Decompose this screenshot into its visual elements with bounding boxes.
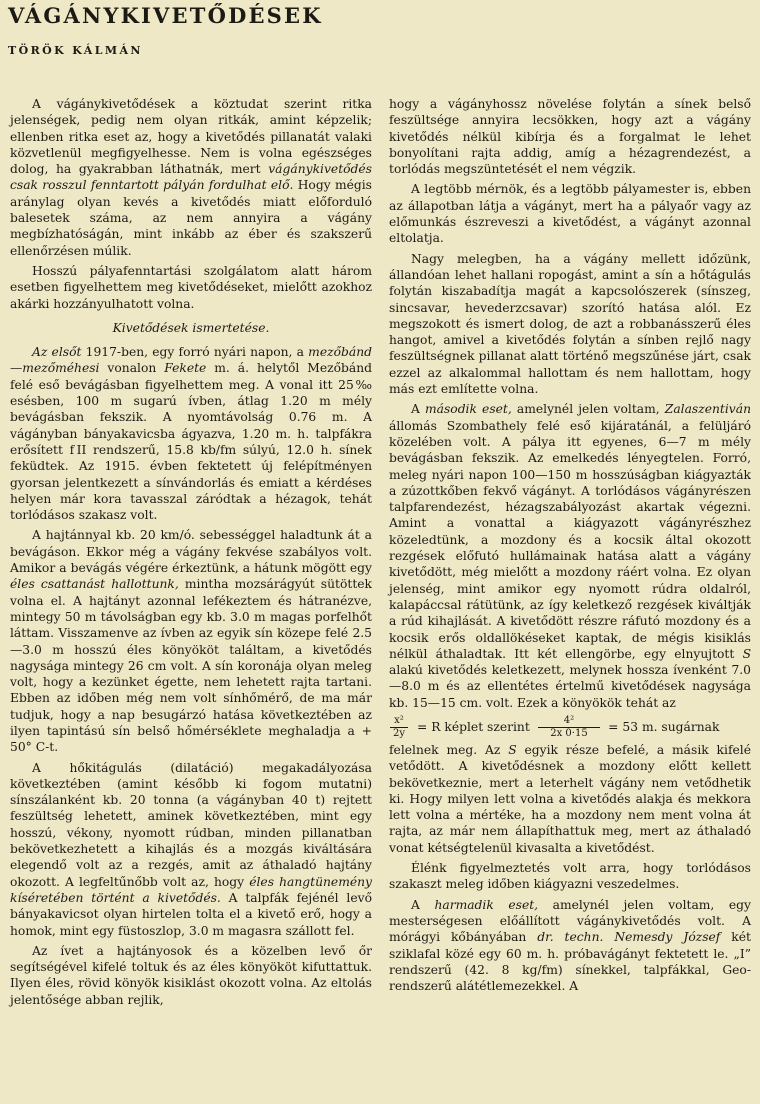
radius-formula [389,715,751,740]
fraction-numerator: x² [390,715,408,728]
text-run: A [411,402,425,417]
paragraph: Nagy melegben, ha a vágány mellett időzünk, állandóan lehet hallani ropogást, amint a sín a hőtágulás folytán kiszabadítja magát a kapcsolószerek (sínszeg, sincsavar, hevederzcsavar) szorító hatása alól. Ez megszokott és ismert dolog, de azt a robbanásszerű éles hangot, amivel a kivetődés folytán a sínben rejlő nagy feszültségnek pillanat alatt történő megszűnése járt, csak ezzel az alkalommal hallottam és nem hallottam, hogy más ezt említette volna. [389,251,751,397]
emphasis-text: második eset, [424,402,512,417]
text-run: mintha mozsárágyút sütöttek volna el. A hajtányt azonnal lefékeztem és hátranézve, mintegy 50 m távolságban egy kb. 3.0 m magas porfelhőt láttam. Visszamenve az ívben az egyik sín közepe felé 2.5—3.0 m hosszú éles könyököt találtam, a kivetődés nagysága mintegy 26 cm volt. A sín koronája olyan meleg volt, hogy a kezünket égette, nem lehetett rajta tartani. Ebben az időben még nem volt sínhőmérő, de ma már tudjuk, hogy a nap besugárzó hatása következtében az ilyen tapintású sín belső hőmérséklete meghaladja a + 50° C-t. [10,577,372,755]
emphasis-text: Zalaszentiván [664,402,751,417]
fraction-numerator: 4² [538,715,600,728]
text-run: vonalon [99,361,165,376]
article-title: VÁGÁNYKIVETŐDÉSEK [8,3,323,28]
formula-text: = R képlet szerint [417,720,530,735]
text-run: amelynél jelen voltam, [511,402,665,417]
paragraph: Élénk figyelmeztetés volt arra, hogy torlódásos szakaszt meleg időben kiágyazni veszedelmes. [389,861,751,892]
formula-fraction [389,715,409,740]
text-run: A [411,897,435,912]
left-column [10,96,372,1008]
emphasis-text: Fekete [164,361,207,376]
emphasis-text: Az elsőt [32,345,82,360]
emphasis-text: S [742,646,751,661]
emphasis-text: S [508,742,517,757]
text-run: A vágánykivetődések a köztudat szerint ritka jelenségek, pedig nem olyan ritkák, amint képzelik; ellenben ritka eset az, hogy a kivetődés pillanatát valaki közvetlenül megfigyelhesse. Nem is volna egészséges dolog, ha gyakrabban láthatnák, mert [10,97,372,177]
paragraph [389,401,751,711]
paragraph: A legtöbb mérnök, és a legtöbb pályamester is, ebben az állapotban látja a vágányt, mert ha a pályaőr vagy az előmunkás észreveszi a kivetődést, a vágányt azonnal eltolatja. [389,182,751,246]
fraction-denominator: 2y [393,727,406,739]
fraction-denominator: 2x 0·15 [550,727,588,739]
paragraph [10,96,372,259]
text-run: alakú kivetődés keletkezett, melynek hossza ívenként 7.0—8.0 m és az ellentétes értelmű kivetődések nagysága kb. 15—15 cm. volt. Ezek a könyökök tehát az [389,663,751,710]
paragraph [10,760,372,939]
right-column [389,96,751,994]
text-run: m. á. helytől Mezőbánd felé eső bevágásban figyelhettem meg. A vonal itt 25‰ esésben, 100 m sugarú ívben, átlag 1.20 m mély bevágásban fekszik. A nyomtávolság 0.76 m. A vágányban bányakavicsba ágyazva, 1.20 m. h. talpfákra erősített f II rendszerű, 15.8 kb/fm súlyú, 12.0 h. sínek feküdtek. Az 1915. évben fektetett új felépítményen gyorsan jelentkezett a sínvándorlás és emiatt a kérdéses helyen már kora tavasszal záródtak a hézagok, tehát torlódásos szakasz volt. [10,361,372,523]
paragraph: Az ívet a hajtányosok és a közelben levő őr segítségével kifelé toltuk és az éles könyököt kifuttattuk. Ilyen éles, rövid könyök kisiklást okozott volna. Az eltolás jelentősége abban rejlik, [10,943,372,1007]
text-run: A talpfák fejénél levő bányakavicsot olyan hirtelen tolta el a kivető erő, hogy a homok, mint egy füstoszlop, 3.0 m magasra szállott fel. [10,890,372,938]
paragraph [389,897,751,995]
author-name: TÖRÖK KÁLMÁN [8,44,143,57]
paragraph: hogy a vágányhossz növelése folytán a sínek belső feszültsége annyira lecsökken, hogy azt a vágány kivetődés nélkül kibírja és a forgalmat le lehet bonyolítani rajta addig, amíg a hézagrendezést, a torlódás megszüntetését el nem végzik. [389,97,751,177]
paragraph [10,344,372,523]
section-heading: Kivetődések ismertetése. [112,320,270,335]
text-run: állomás Szombathely felé eső kijáratánál, a felüljáró közelében volt. A pálya itt egyenes, 6—7 m mély bevágásban fekszik. Az emelkedés lényegtelen. Forró, meleg nyári napon 100—150 m hosszúságban kiágyazták a zúzottkőben fekvő vágányt. A torlódásos vágányrészen talpfarendezést, hézagszabályozást akartak végezni. Amint a vonattal a kiágyazott vágányrészhez közeledtünk, a mozdony és a kocsik által okozott rezgések előfutó hullámainak hatása alatt a vágány kivetődött, még mielőtt a mozdony ráért volna. Ez olyan jelenség, mint amikor egy nyomott rúdra oldalról, kalapáccsal rátütünk, az így keletkező rezgések kiváltják a rúd kihajlását. A kivetődött részre ráfutó mozdony és a kocsik erős oldallökéseket kaptak, de mégis kisiklás nélkül áthaladtak. Itt két ellengörbe, egy elnyujtott [389,418,751,661]
text-run: Hogy mégis aránylag olyan kevés a kivetődés miatt előforduló balesetek száma, az nem annyira a vágány megbízhatóságán, mint inkább az éber és szakszerű ellenőrzésen múlik. [10,178,372,258]
formula-text: = 53 m. sugárnak [608,720,720,735]
text-run: A hajtánnyal kb. 20 km/ó. sebességgel haladtunk át a bevágáson. Ekkor még a vágány fekvése szabályos volt. Amikor a bevágás végére érkeztünk, a hátunk mögött egy [10,528,372,576]
emphasis-text: vágánykivetődés csak rosszul fenntartott pályán fordulhat elő. [10,162,372,193]
emphasis-text: éles hangtünemény kíséretében történt a kivetődés. [10,874,372,905]
paragraph [389,742,751,856]
paragraph: Hosszú pályafenntartási szolgálatom alatt három esetben figyelhettem meg kivetődéseket, mielőtt azokhoz akárki hozzányulhatott volna. [10,263,372,311]
emphasis-text: mezőbánd—mezőméhesi [10,345,372,376]
text-run: felelnek meg. Az [389,742,509,757]
text-run: két sziklafal közé egy 60 m. h. próbavágányt fektetett le. „I” rendszerű (42. 8 kg/fm) sínekkel, talpfákkal, Geo-rendszerű alátétlemezekkel. A [389,930,751,994]
text-run: 1917-ben, egy forró nyári napon, a [81,345,309,360]
paragraph [10,527,372,755]
text-run: amelynél jelen voltam, egy mesterségesen előállított vágánykivetődés volt. A mórágyi kőbányában [389,897,751,945]
emphasis-text: dr. techn. Nemesdy József [537,930,721,945]
text-run: egyik része befelé, a másik kifelé vetődött. A kivetődésnek a mozdony előtt kellett bekövetkeznie, mert a leterhelt vágány nem vetődhetik ki. Hogy milyen lett volna a kivetődés alakja és mekkora lett volna a mértéke, ha a mozdony nem ment volna át rajta, az már nem állapíthattuk meg, mert az áthaladó vonat kétségtelenül kivasalta a kivetődést. [389,742,751,855]
text-run: A hőkitágulás (dilatáció) megakadályozása következtében (amint később ki fogom mutatni) sínszálanként kb. 20 tonna (a vágányban 40 t) rejtett feszültség lehetett, aminek következtében, mint egy hosszú, vékony, nyomott rúdban, minden pillanatban bekövetkezhetett a kihajlás és a mozgás kiváltására elegendő volt az a rezgés, amit az áthaladó hajtány okozott. A legfeltűnőbb volt az, hogy [10,760,372,889]
formula-fraction [538,715,600,740]
emphasis-text: harmadik eset, [434,897,539,912]
emphasis-text: éles csattanást hallottunk, [10,577,179,592]
